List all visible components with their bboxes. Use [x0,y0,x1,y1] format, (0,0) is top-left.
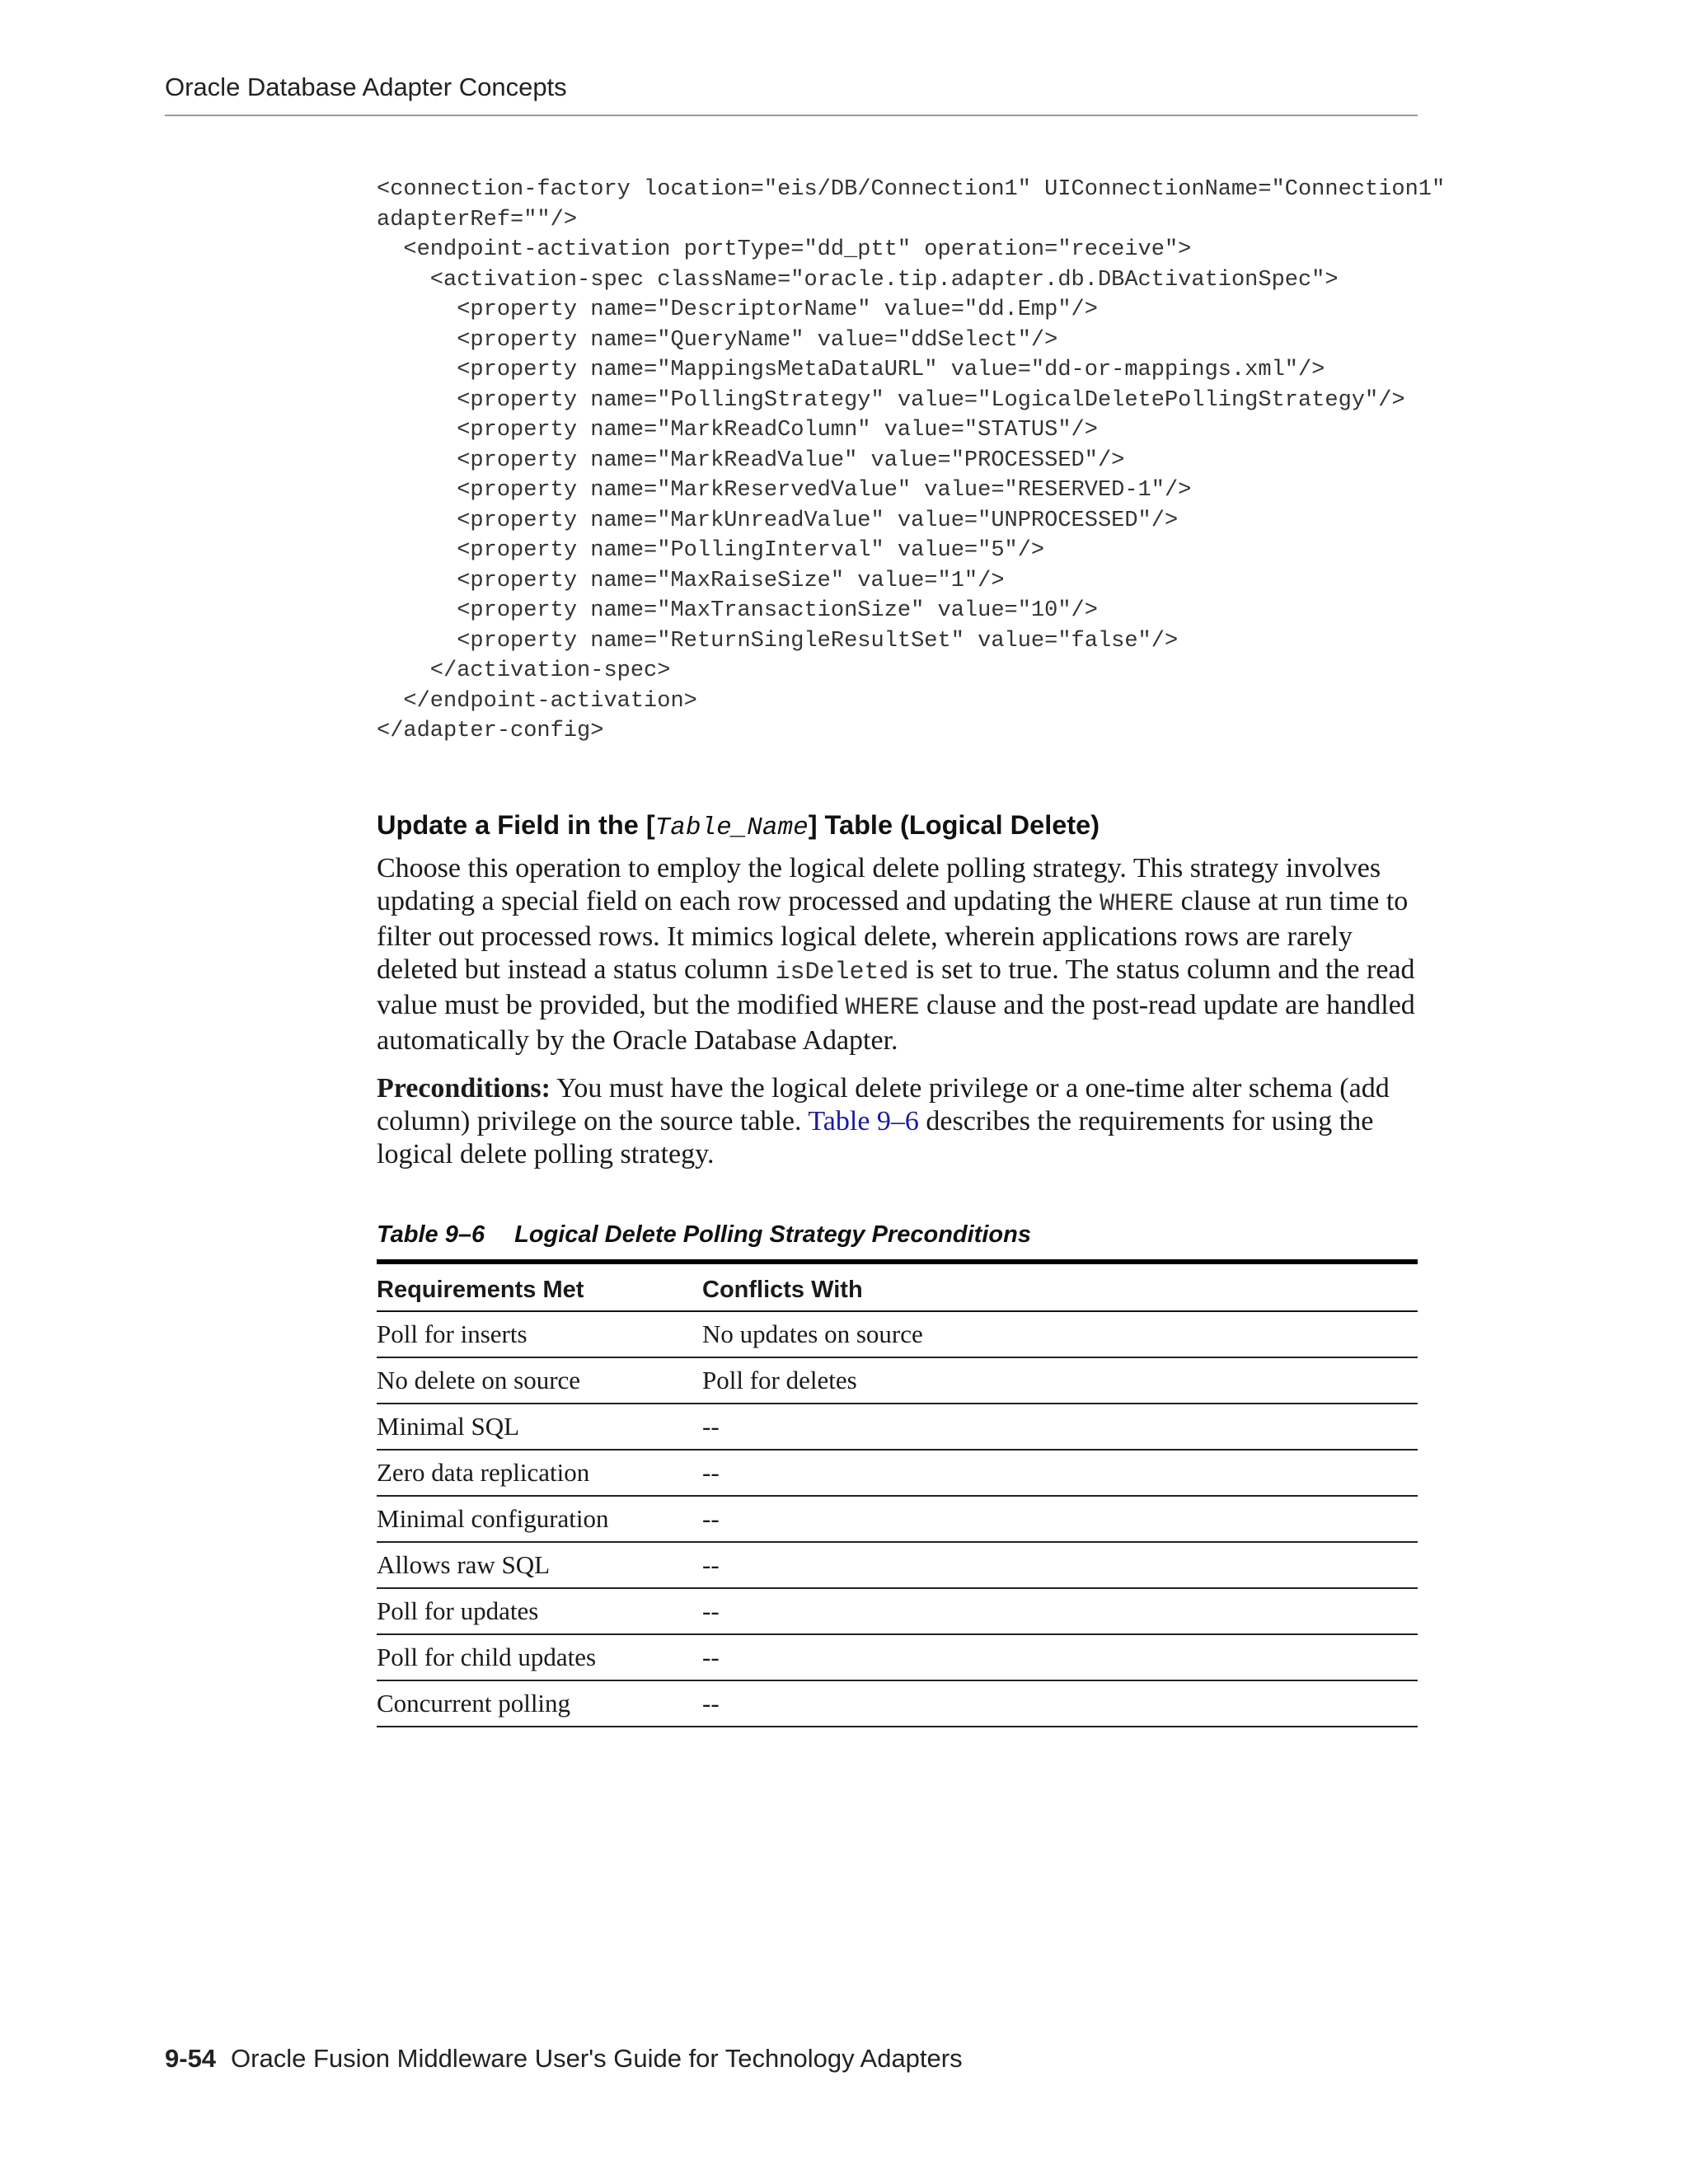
table-cell: Minimal SQL [377,1404,702,1450]
table-xref-link[interactable]: Table 9–6 [808,1106,919,1137]
table-cell: No updates on source [702,1311,1418,1357]
code-line: <property name="MaxRaiseSize" value="1"/> [377,568,1005,593]
table-cell: Minimal configuration [377,1496,702,1542]
table-row [377,1634,1418,1680]
column-header: Conflicts With [702,1262,1418,1311]
code-line: <property name="PollingStrategy" value="LogicalDeletePollingStrategy"/> [377,387,1405,413]
code-line: <property name="PollingInterval" value="5"/> [377,538,1045,563]
code-line: <connection-factory location="eis/DB/Connection1" UIConnectionName="Connection1" [377,177,1446,202]
table-number: Table 9–6 [377,1221,485,1248]
preconditions-table [377,1259,1418,1727]
table-cell: -- [702,1542,1418,1588]
table-row [377,1450,1418,1496]
code-line: <property name="MarkReadColumn" value="STATUS"/> [377,418,1098,443]
code-line: <property name="DescriptorName" value="dd.Emp"/> [377,298,1098,322]
code-isdeleted: isDeleted [775,958,909,987]
table-cell: -- [702,1588,1418,1634]
table-cell: -- [702,1450,1418,1496]
code-line: <property name="MappingsMetaDataURL" value="dd-or-mappings.xml"/> [377,358,1325,382]
code-line: <property name="ReturnSingleResultSet" value="false"/> [377,628,1179,654]
code-block [377,175,1445,747]
table-cell: Poll for inserts [377,1311,702,1357]
table-title: Logical Delete Polling Strategy Preconditions [514,1221,1031,1248]
code-line: adapterRef=""/> [377,207,578,232]
code-line: <property name="MarkUnreadValue" value="UNPROCESSED"/> [377,508,1179,533]
table-cell: -- [702,1404,1418,1450]
table-cell: Allows raw SQL [377,1542,702,1588]
table-cell: Poll for deletes [702,1357,1418,1404]
preconditions-paragraph: Preconditions: You must have the logical delete privilege or a one-time alter schema (add column) privilege on the source table. Table 9–6 describes the requirements for using the logical delete polling strategy. [377,1073,1390,1169]
page-number: 9-54 [165,2044,217,2073]
table-header-row [377,1262,1418,1311]
table-row [377,1496,1418,1542]
code-line: <property name="MarkReservedValue" value="RESERVED-1"/> [377,478,1192,503]
preconditions-label: Preconditions: [377,1073,551,1104]
table-cell: -- [702,1634,1418,1680]
table-row [377,1542,1418,1588]
table-row [377,1588,1418,1634]
code-line: <property name="QueryName" value="ddSelect"/> [377,327,1058,353]
book-title: Oracle Fusion Middleware User's Guide for Technology Adapters [231,2044,963,2073]
running-header: Oracle Database Adapter Concepts [165,73,567,101]
code-line: <endpoint-activation portType="dd_ptt" operation="receive"> [377,237,1192,262]
table-row [377,1357,1418,1404]
table-cell: Zero data replication [377,1450,702,1496]
table-name-placeholder: Table_Name [654,813,809,842]
code-where: WHERE [1100,890,1175,918]
column-header: Requirements Met [377,1262,702,1311]
table-row [377,1311,1418,1357]
table-cell: Poll for updates [377,1588,702,1634]
table-caption [377,1221,1031,1249]
description-paragraph: Choose this operation to employ the logical delete polling strategy. This strategy involves updating a special field on each row processed and updating the WHERE clause at run time to filter out processed rows. It mimics logical delete, wherein applications rows are rarely deleted but instead a status column isDeleted is set to true. The status column and the read value must be provided, but the modified WHERE clause and the post-read update are handled automatically by the Oracle Database Adapter. [377,853,1415,1056]
page-footer [165,2044,963,2074]
code-line: <property name="MaxTransactionSize" value="10"/> [377,598,1098,623]
code-line: <property name="MarkReadValue" value="PROCESSED"/> [377,448,1125,473]
table-row [377,1404,1418,1450]
section-heading: Update a Field in the [Table_Name] Table (Logical Delete) [377,810,1100,842]
code-line: </adapter-config> [377,719,604,743]
table-cell: -- [702,1496,1418,1542]
code-line: <activation-spec className="oracle.tip.adapter.db.DBActivationSpec"> [377,267,1339,293]
code-line: </activation-spec> [377,658,671,683]
table-row [377,1680,1418,1727]
code-line: </endpoint-activation> [377,688,697,714]
table-cell: Poll for child updates [377,1634,702,1680]
table-cell: No delete on source [377,1357,702,1404]
table-cell: -- [702,1680,1418,1727]
code-where: WHERE [845,994,920,1022]
logical-delete-section [377,808,1418,1186]
table-cell: Concurrent polling [377,1680,702,1727]
header-divider [165,115,1418,116]
